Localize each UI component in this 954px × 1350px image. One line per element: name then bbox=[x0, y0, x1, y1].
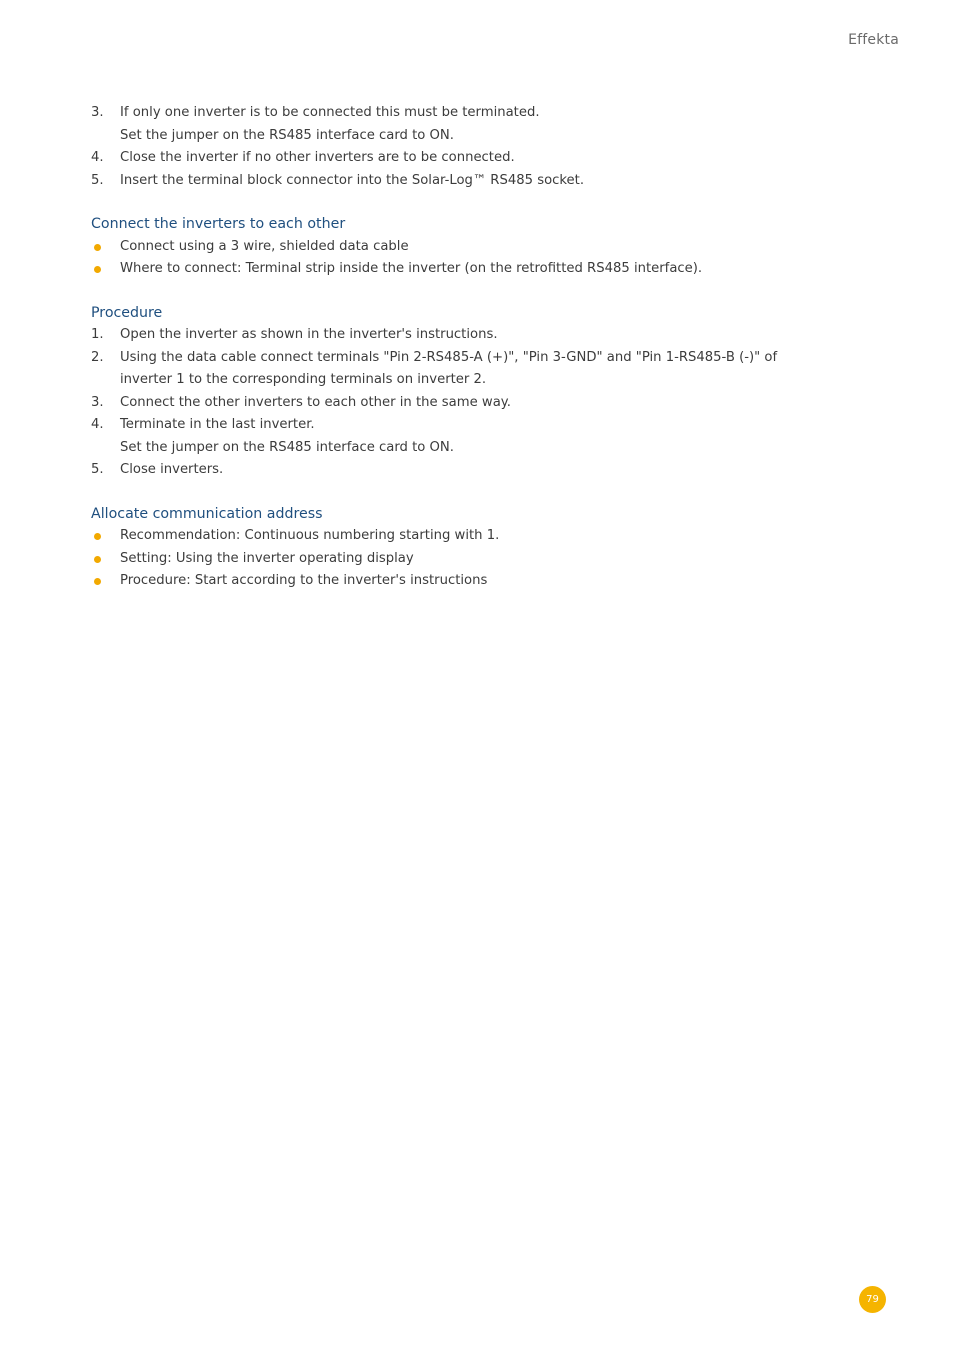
step-text: Set the jumper on the RS485 interface card to ON. bbox=[120, 127, 454, 143]
bullet-text: Setting: Using the inverter operating display bbox=[120, 550, 414, 566]
step-text: If only one inverter is to be connected this must be terminated. bbox=[120, 105, 540, 120]
bullet-text: Where to connect: Terminal strip inside the inverter (on the retrofitted RS485 interface). bbox=[120, 261, 703, 276]
step-text: Insert the terminal block connector into the Solar-Log™ RS485 socket. bbox=[120, 172, 585, 188]
step-text: Close the inverter if no other inverters are to be connected. bbox=[120, 150, 515, 165]
page-content bbox=[91, 102, 851, 593]
step-number: 5. bbox=[91, 462, 104, 477]
bullet-text: Procedure: Start according to the inverter's instructions bbox=[120, 573, 488, 588]
bullet-item bbox=[91, 548, 851, 571]
step-number: 5. bbox=[91, 172, 104, 188]
step-text: Close inverters. bbox=[120, 462, 224, 477]
step-number: 2. bbox=[91, 349, 104, 365]
list-item bbox=[91, 414, 851, 437]
bullet-dot-icon bbox=[94, 244, 101, 251]
step-number: 3. bbox=[91, 394, 104, 410]
list-item bbox=[91, 392, 851, 415]
list-item bbox=[91, 459, 851, 482]
step-text: Open the inverter as shown in the inverter's instructions. bbox=[120, 327, 498, 342]
step-number: 3. bbox=[91, 105, 104, 120]
bullet-dot-icon bbox=[94, 266, 101, 273]
bullet-text: Recommendation: Continuous numbering starting with 1. bbox=[120, 528, 500, 543]
section-heading-address: Allocate communication address bbox=[91, 505, 323, 522]
section-heading-connect: Connect the inverters to each other bbox=[91, 216, 346, 232]
list-item-continuation bbox=[91, 125, 851, 148]
list-item bbox=[91, 147, 851, 170]
bullet-item bbox=[91, 236, 851, 259]
list-item bbox=[91, 324, 851, 347]
list-item bbox=[91, 102, 851, 125]
bullet-dot-icon bbox=[94, 556, 101, 563]
step-text: Terminate in the last inverter. bbox=[120, 417, 315, 432]
step-number: 4. bbox=[91, 150, 104, 165]
list-item-continuation bbox=[91, 369, 851, 392]
bullet-item bbox=[91, 525, 851, 548]
section-heading-procedure: Procedure bbox=[91, 304, 163, 321]
bullet-item bbox=[91, 258, 851, 281]
bullet-dot-icon bbox=[94, 578, 101, 585]
list-item bbox=[91, 170, 851, 193]
bullet-text: Connect using a 3 wire, shielded data cable bbox=[120, 238, 409, 254]
page-number-badge: 79 bbox=[859, 1286, 886, 1313]
step-text: Set the jumper on the RS485 interface card to ON. bbox=[120, 439, 454, 455]
step-text: Connect the other inverters to each other in the same way. bbox=[120, 394, 511, 410]
step-number: 1. bbox=[91, 327, 104, 342]
list-item-continuation bbox=[91, 437, 851, 460]
bullet-item bbox=[91, 570, 851, 593]
step-number: 4. bbox=[91, 417, 104, 432]
step-text: Using the data cable connect terminals "Pin 2-RS485-A (+)", "Pin 3-GND" and "Pin 1-RS485-B (-)" of bbox=[120, 349, 778, 365]
header-brand: Effekta bbox=[848, 32, 899, 48]
list-item bbox=[91, 347, 851, 370]
step-text: inverter 1 to the corresponding terminals on inverter 2. bbox=[120, 372, 487, 387]
bullet-dot-icon bbox=[94, 533, 101, 540]
